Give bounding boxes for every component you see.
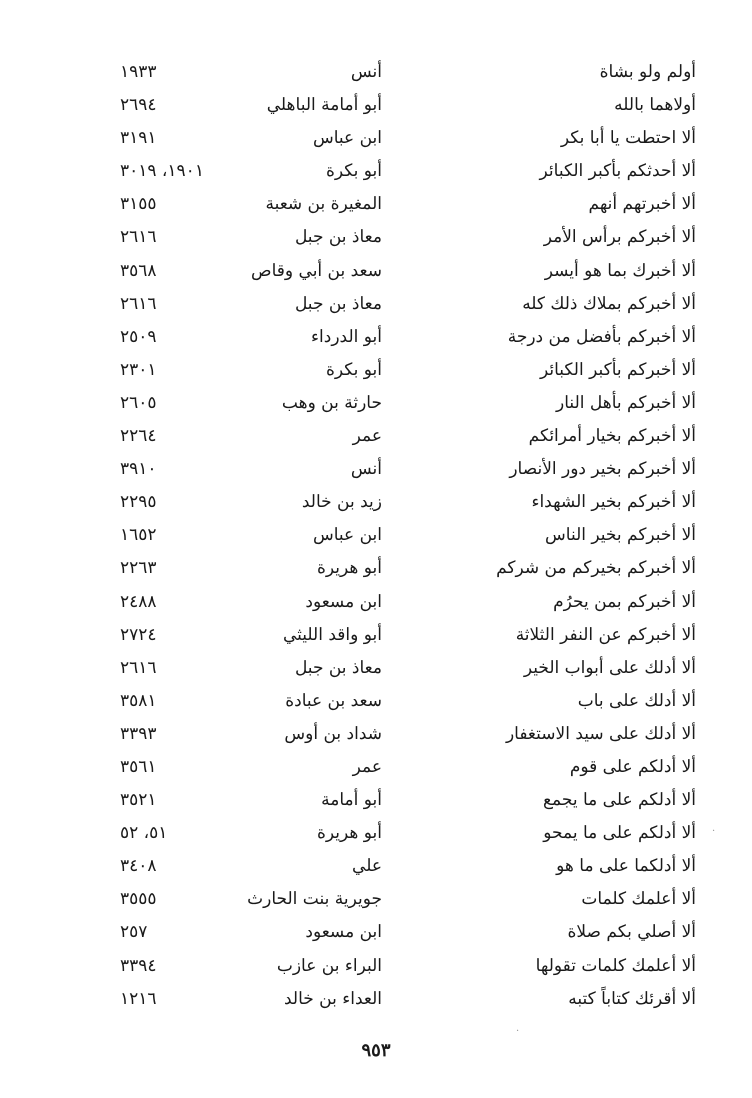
hadith-opening-text: ألا أدلكم على ما يمحو — [543, 823, 696, 844]
hadith-number: ١٩٣٣ — [120, 62, 157, 82]
narrator-name: ابن مسعود — [305, 591, 382, 612]
narrator-name: سعد بن عبادة — [285, 690, 382, 711]
hadith-number: ٢٦١٦ — [120, 227, 157, 248]
narrator-name: أبو أمامة — [321, 790, 382, 811]
hadith-opening-text: أولم ولو بشاة — [599, 62, 696, 82]
hadith-number: ٢٦١٦ — [120, 293, 157, 314]
hadith-opening-text: ألا أدلكما على ما هو — [556, 856, 696, 877]
hadith-opening-text: ألا أخبرك بما هو أيسر — [544, 260, 696, 281]
table-row — [120, 56, 700, 89]
table-row — [120, 685, 700, 718]
hadith-number: ١٢١٦ — [120, 988, 157, 1009]
hadith-opening-text: ألا أخبركم بخير الشهداء — [531, 492, 696, 513]
narrator-name: ابن عباس — [312, 128, 382, 149]
narrator-name: سعد بن أبي وقاص — [251, 260, 382, 281]
hadith-number: ٣٥٦٨ — [120, 260, 157, 281]
hadith-number: ٢٦١٦ — [120, 657, 157, 678]
hadith-opening-text: ألا أصلي بكم صلاة — [567, 922, 696, 943]
hadith-opening-text: ألا أخبركم بخير دور الأنصار — [509, 459, 696, 480]
hadith-opening-text: ألا أقرئك كتاباً كتبه — [568, 988, 696, 1009]
narrator-name: جويرية بنت الحارث — [247, 889, 382, 910]
hadith-number: ٢٢٦٤ — [120, 426, 157, 447]
table-row — [120, 718, 700, 751]
hadith-number: ٣١٩١ — [120, 128, 157, 149]
hadith-opening-text: ألا أدلك على سيد الاستغفار — [505, 723, 696, 744]
hadith-number: ١٦٥٢ — [120, 525, 157, 546]
hadith-opening-text: ألا أخبركم بملاك ذلك كله — [522, 293, 696, 314]
hadith-opening-text: ألا أخبركم بأكبر الكبائر — [539, 359, 696, 380]
hadith-opening-text: ألا أخبركم بمن يحرُم — [553, 591, 696, 612]
narrator-name: معاذ بن جبل — [294, 293, 382, 314]
narrator-name: ابن عباس — [312, 525, 382, 546]
narrator-name: عمر — [352, 756, 382, 777]
hadith-number: ٣٥٦١ — [120, 756, 157, 777]
table-row — [120, 188, 700, 221]
table-row — [120, 221, 700, 254]
hadith-opening-text: ألا أخبركم برأس الأمر — [543, 227, 696, 248]
hadith-number: ٣٣٩٤ — [120, 955, 157, 976]
narrator-name: المغيرة بن شعبة — [265, 194, 382, 215]
hadith-number: ٣١٥٥ — [120, 194, 157, 215]
table-row — [120, 89, 700, 122]
narrator-name: معاذ بن جبل — [294, 227, 382, 248]
narrator-name: العداء بن خالد — [283, 988, 382, 1009]
table-row — [120, 950, 700, 983]
hadith-number: ٣٩١٠ — [120, 459, 157, 480]
hadith-opening-text: ألا أخبركم بأهل النار — [556, 392, 696, 413]
table-row — [120, 916, 700, 949]
hadith-number: ٢٢٩٥ — [120, 492, 157, 513]
narrator-name: شداد بن أوس — [284, 723, 382, 744]
narrator-name: أبو بكرة — [325, 161, 382, 182]
hadith-number: ٥١، ٥٢ — [120, 823, 168, 844]
narrator-name: أبو بكرة — [325, 359, 382, 380]
hadith-number: ٣٥٥٥ — [120, 889, 157, 910]
narrator-name: أبو أمامة الباهلي — [266, 95, 382, 116]
table-row — [120, 784, 700, 817]
page-number: ٩٥٣ — [361, 1040, 391, 1061]
hadith-number: ٣٥٨١ — [120, 690, 157, 711]
hadith-number: ٣٣٩٣ — [120, 723, 157, 744]
hadith-opening-text: ألا أعلمك كلمات تقولها — [535, 955, 696, 976]
hadith-opening-text: ألا أدلكم على قوم — [569, 756, 696, 777]
table-row — [120, 850, 700, 883]
table-row — [120, 751, 700, 784]
hadith-number: ٢٢٦٣ — [120, 558, 157, 579]
narrator-name: أنس — [350, 459, 382, 480]
hadith-opening-text: ألا أخبركم بخيركم من شركم — [496, 558, 696, 579]
hadith-opening-text: ألا أعلمك كلمات — [581, 889, 696, 910]
table-row — [120, 586, 700, 619]
hadith-number: ٢٥٠٩ — [120, 326, 157, 347]
narrator-name: أبو هريرة — [316, 558, 382, 579]
narrator-name: أبو واقد الليثي — [283, 624, 382, 645]
hadith-number: ٢٧٢٤ — [120, 624, 157, 645]
hadith-opening-text: ألا أخبركم عن النفر الثلاثة — [515, 624, 696, 645]
table-row — [120, 519, 700, 552]
table-row — [120, 552, 700, 585]
table-row — [120, 652, 700, 685]
narrator-name: حارثة بن وهب — [281, 392, 382, 413]
table-row — [120, 387, 700, 420]
hadith-opening-text: ألا أخبركم بأفضل من درجة — [507, 326, 696, 347]
table-row — [120, 883, 700, 916]
narrator-name: أبو الدرداء — [311, 326, 382, 347]
narrator-name: علي — [352, 856, 382, 877]
hadith-number: ٢٤٨٨ — [120, 591, 157, 612]
table-row — [120, 255, 700, 288]
table-row — [120, 420, 700, 453]
table-row — [120, 288, 700, 321]
narrator-name: معاذ بن جبل — [294, 657, 382, 678]
stray-mark: · — [516, 1026, 520, 1037]
hadith-number: ١٩٠١، ٣٠١٩ — [120, 161, 204, 182]
hadith-opening-text: ألا احتطت يا أبا بكر — [560, 128, 696, 149]
hadith-number: ٢٦٩٤ — [120, 95, 157, 116]
hadith-opening-text: ألا أدلكم على ما يجمع — [542, 790, 696, 811]
hadith-opening-text: ألا أحدثكم بأكبر الكبائر — [539, 161, 696, 182]
table-row — [120, 486, 700, 519]
hadith-opening-text: أولاهما بالله — [614, 95, 696, 116]
table-row — [120, 817, 700, 850]
narrator-name: البراء بن عازب — [276, 955, 382, 976]
hadith-number: ٣٥٢١ — [120, 790, 157, 811]
table-row — [120, 983, 700, 1016]
table-row — [120, 619, 700, 652]
hadith-number: ٢٥٧ — [120, 922, 148, 943]
hadith-opening-text: ألا أخبركم بخير الناس — [545, 525, 696, 546]
table-row — [120, 354, 700, 387]
narrator-name: أبو هريرة — [316, 823, 382, 844]
narrator-name: ابن مسعود — [305, 922, 382, 943]
hadith-index-table — [120, 56, 700, 1016]
table-row — [120, 155, 700, 188]
hadith-opening-text: ألا أدلك على باب — [577, 690, 696, 711]
table-row — [120, 122, 700, 155]
narrator-name: زيد بن خالد — [301, 492, 382, 513]
hadith-number: ٢٣٠١ — [120, 359, 157, 380]
hadith-opening-text: ألا أدلك على أبواب الخير — [523, 657, 696, 678]
hadith-opening-text: ألا أخبركم بخيار أمرائكم — [528, 426, 696, 447]
stray-mark: · — [712, 826, 716, 837]
narrator-name: عمر — [352, 426, 382, 447]
narrator-name: أنس — [350, 62, 382, 82]
hadith-opening-text: ألا أخبرتهم أنهم — [588, 194, 696, 215]
hadith-number: ٢٦٠٥ — [120, 392, 157, 413]
table-row — [120, 453, 700, 486]
table-row — [120, 321, 700, 354]
hadith-number: ٣٤٠٨ — [120, 856, 157, 877]
